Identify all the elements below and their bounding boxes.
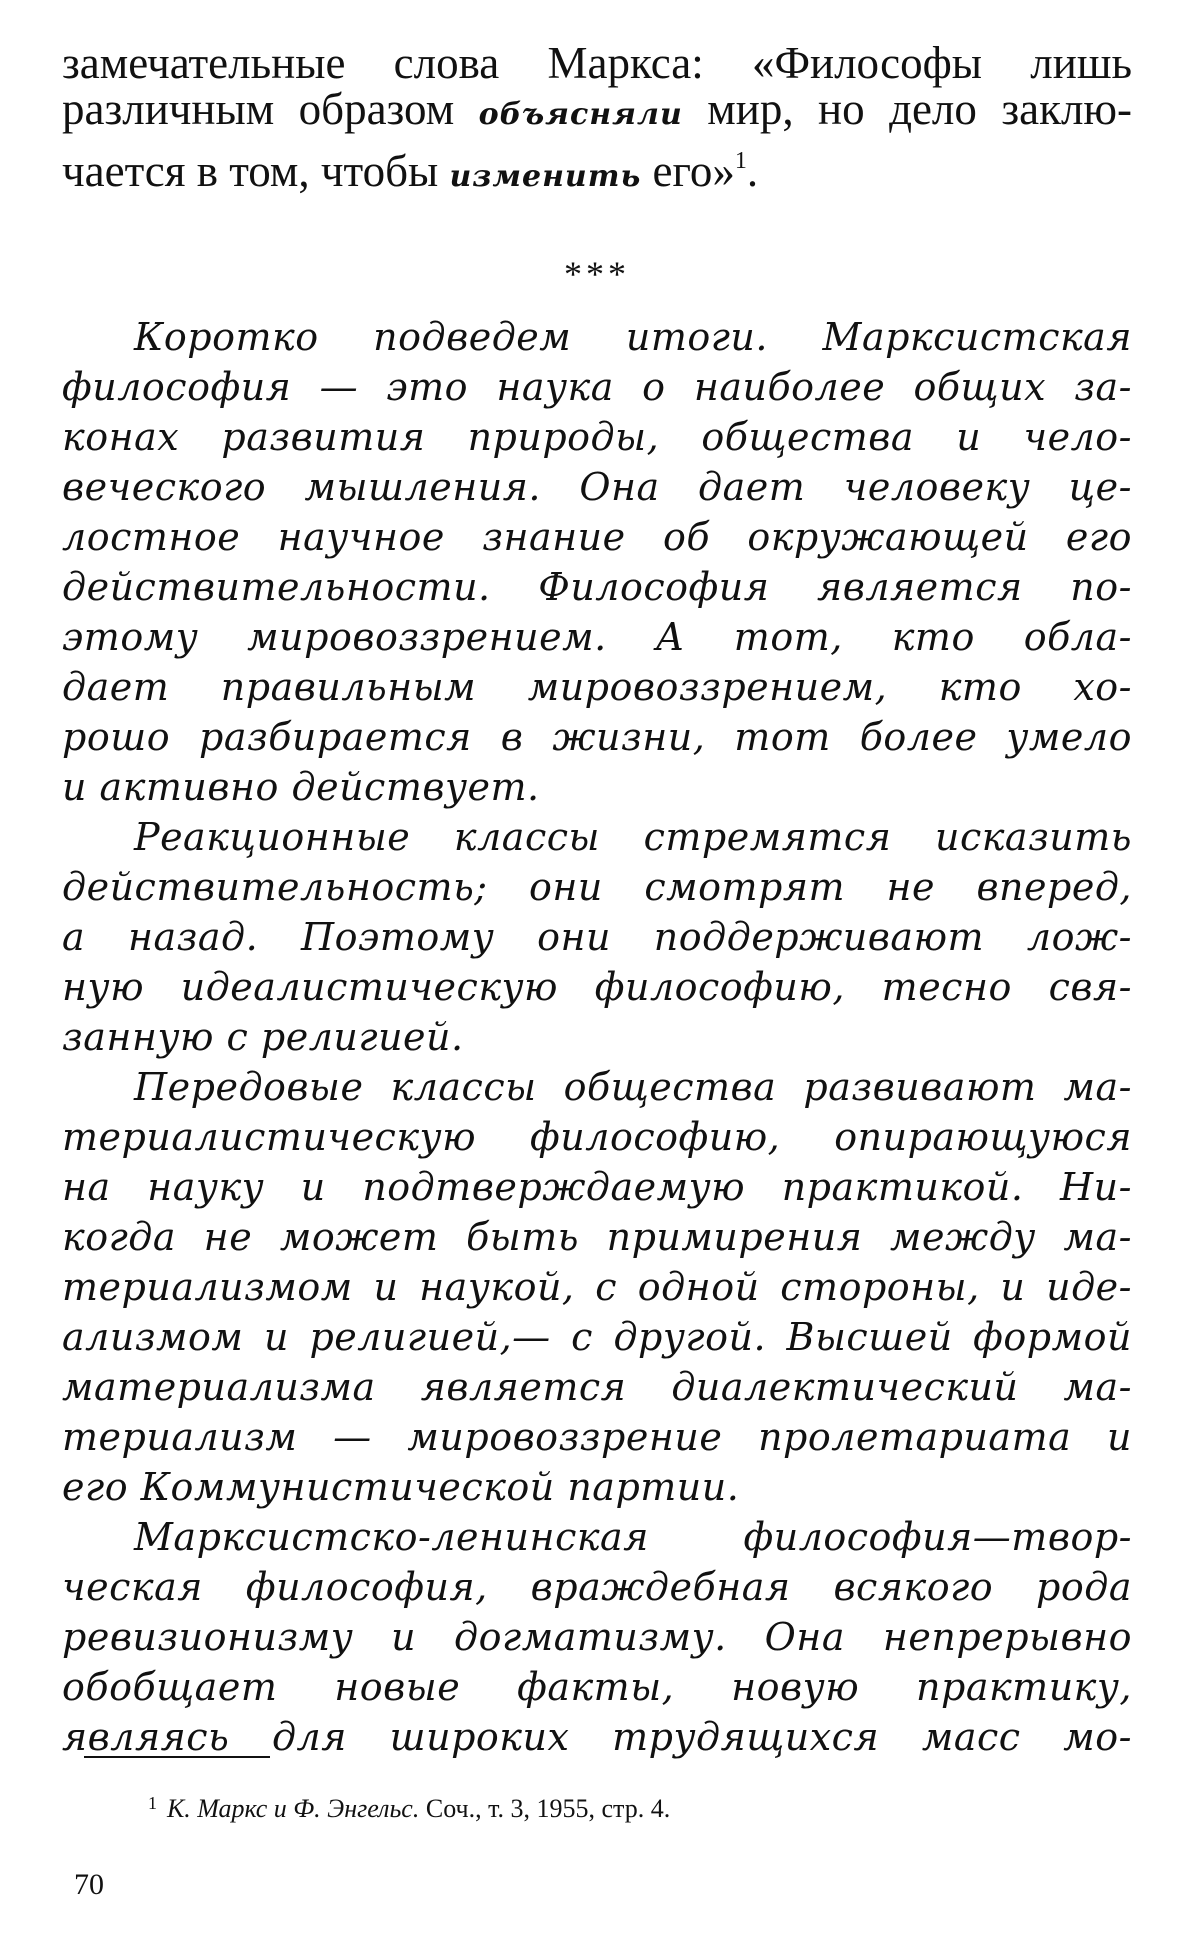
text-line: рошо разбирается в жизни, тот более умело (62, 715, 1132, 759)
summary-section (62, 312, 1132, 1762)
text-line: материализма является диалектический ма- (62, 1365, 1132, 1409)
text-line: на науку и подтверждаемую практикой. Ни- (62, 1165, 1132, 1209)
opening-text (62, 40, 1132, 200)
text-line: обобщает новые факты, новую практику, (62, 1665, 1132, 1709)
footnote-divider (84, 1756, 270, 1758)
text-line: а назад. Поэтому они поддерживают лож- (62, 915, 1132, 959)
section-separator: *** (564, 254, 630, 294)
text-line: Марксистско-ленинская философия—твор- (134, 1515, 1132, 1559)
emphasis-change: изменить (449, 159, 642, 194)
text-line: действительность; они смотрят не вперед, (62, 865, 1132, 909)
paragraph-1 (62, 312, 1132, 812)
book-page (62, 40, 1132, 1762)
text-line: териалистическую философию, опирающуюся (62, 1115, 1132, 1159)
text-line: ную идеалистическую философию, тесно свя- (62, 965, 1132, 1009)
footnote-authors: К. Маркс и Ф. Энгельс. (167, 1794, 420, 1823)
text-line: являясь для широких трудящихся масс мо- (62, 1715, 1132, 1759)
text-line: териализм — мировоззрение пролетариата и (62, 1415, 1132, 1459)
text-line: действительности. Философия является по- (62, 565, 1132, 609)
text-line: веческого мышления. Она дает человеку це- (62, 465, 1132, 509)
text-line: Коротко подведем итоги. Марксистская (134, 315, 1132, 359)
text-line: Реакционные классы стремятся исказить (134, 815, 1132, 859)
emphasis-explained: объясняли (478, 97, 683, 132)
text-line: ревизионизму и догматизму. Она непрерывно (62, 1615, 1132, 1659)
text-line: Передовые классы общества развивают ма- (134, 1065, 1132, 1109)
text-line: когда не может быть примирения между ма- (62, 1215, 1132, 1259)
footnote-source: Соч., т. 3, 1955, стр. 4. (425, 1794, 671, 1823)
text-line: дает правильным мировоззрением, кто хо- (62, 665, 1132, 709)
footnote (148, 1788, 670, 1824)
footnote-mark: 1 (148, 1793, 157, 1813)
paragraph-4 (62, 1512, 1132, 1762)
text-line: философия — это наука о наиболее общих за- (62, 365, 1132, 409)
opening-line-3: чается в том, чтобы изменить его»$^1$. (62, 146, 759, 196)
text-line: лостное научное знание об окружающей его (62, 515, 1132, 559)
opening-line-2: различным образом объясняли мир, но дело заклю- (62, 84, 1133, 134)
text-line: ализмом и религией,— с другой. Высшей формой (62, 1315, 1132, 1359)
opening-line-1: замечательные слова Маркса: «Философы лишь (62, 38, 1132, 88)
paragraph-3 (62, 1062, 1132, 1512)
text-line: конах развития природы, общества и чело- (62, 415, 1132, 459)
footnote-reference: 1 (734, 148, 747, 174)
page-number: 70 (74, 1868, 104, 1901)
text-line: териализмом и наукой, с одной стороны, и иде- (62, 1265, 1132, 1309)
text-line: и активно действует. (62, 765, 540, 809)
text-line: занную с религией. (62, 1015, 464, 1059)
text-line: ческая философия, враждебная всякого рода (62, 1565, 1132, 1609)
text-line: его Коммунистической партии. (62, 1465, 740, 1509)
text-line: этому мировоззрением. А тот, кто обла- (62, 615, 1132, 659)
paragraph-2 (62, 812, 1132, 1062)
